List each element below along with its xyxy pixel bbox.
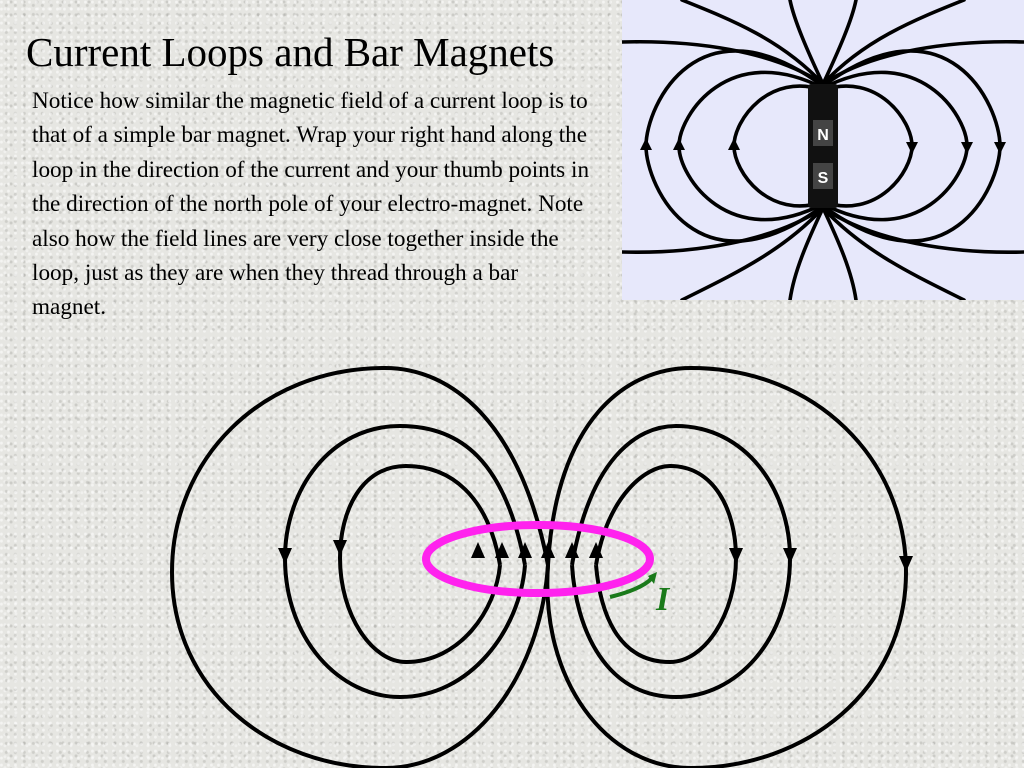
- field-arrowhead: [729, 548, 743, 564]
- magnet-north-label: N: [817, 127, 829, 144]
- slide-title: Current Loops and Bar Magnets: [26, 29, 555, 75]
- field-arrowhead: [783, 548, 797, 564]
- field-arrowhead: [471, 542, 485, 558]
- field-arrowhead: [899, 556, 913, 572]
- field-line-left-outer: [172, 368, 548, 768]
- field-line-right-inner: [596, 466, 736, 662]
- field-arrowhead: [278, 548, 292, 564]
- magnet-south-label: S: [817, 170, 829, 187]
- field-arrowhead: [333, 540, 347, 556]
- field-line-right-outer: [547, 368, 906, 768]
- field-line-left-inner: [340, 466, 500, 662]
- current-label: I: [656, 581, 670, 618]
- body-text: Notice how similar the magnetic field of a current loop is to that of a simple bar magnet. Wrap your right hand along the loop in the direction of the current and your thumb points in the direction of the north pole of your electro-magnet. Note also how the field lines are very close together inside the loop, just as they are when they thread through a bar magnet.: [32, 88, 590, 321]
- current-loop-ring: [426, 525, 650, 593]
